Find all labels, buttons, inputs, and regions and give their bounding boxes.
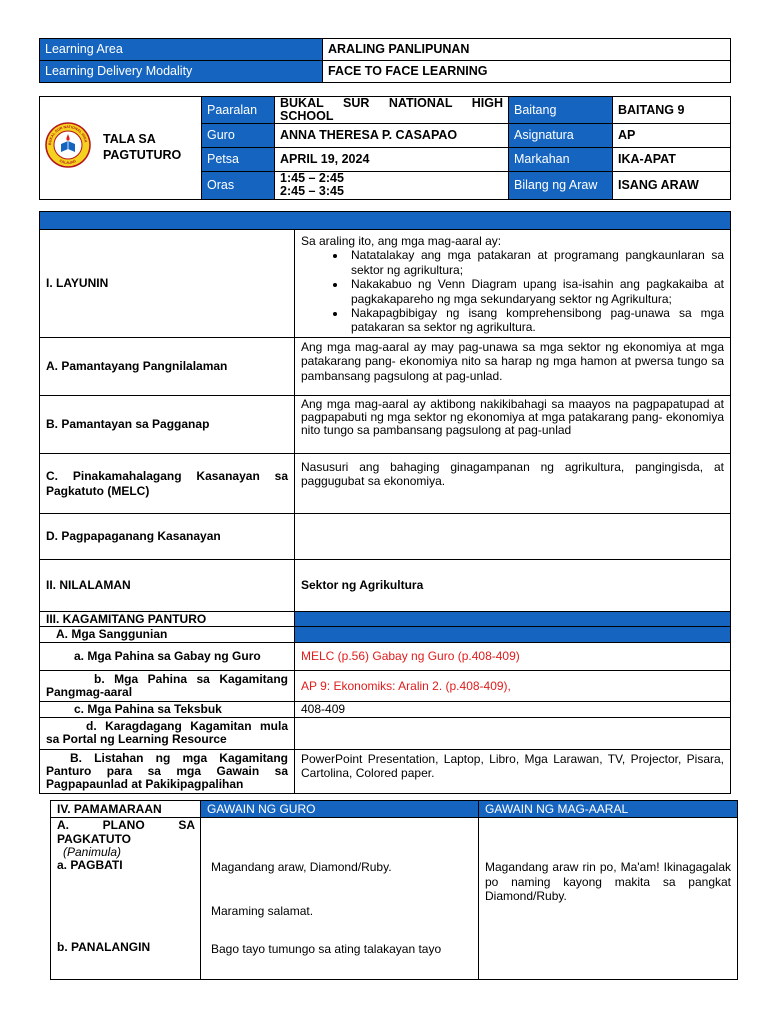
guro-activities-cell xyxy=(201,818,479,980)
baitang-label: Baitang xyxy=(509,97,613,124)
procedure-steps-cell xyxy=(51,818,201,980)
pagpapaganang-label: D. Pagpapaganang Kasanayan xyxy=(40,514,295,560)
asignatura-value: AP xyxy=(613,124,731,148)
layunin-list xyxy=(347,248,724,334)
layunin-content xyxy=(295,230,731,338)
listahan-label: B. Listahan ng mga Kagamitang Panturo para sa mga Gawain sa Pagpapaunlad at Pakikipagpalihan xyxy=(40,749,295,794)
seal-text-bottom: CALAUAG xyxy=(58,158,77,166)
list-item: • Nakakabuo ng Venn Diagram upang isa-isahin ang pagkakaiba at pagkakapareho ng mga sekundaryang sektor ng Agrikultura; xyxy=(347,277,724,306)
oras-line-2: 2:45 – 3:45 xyxy=(280,184,344,199)
guro-label: Guro xyxy=(202,124,275,148)
baitang-value: BAITANG 9 xyxy=(613,97,731,124)
kagamitan-label: III. KAGAMITANG PANTURO xyxy=(40,612,295,627)
pamantayang-label: A. Pamantayang Pangnilalaman xyxy=(40,338,295,396)
header-table xyxy=(39,96,731,200)
portal-text xyxy=(295,718,731,749)
delivery-modality-value: FACE TO FACE LEARNING xyxy=(323,61,731,83)
kagamitan-pm-label: b. Mga Pahina sa Kagamitang Pangmag-aaral xyxy=(40,670,295,701)
oras-line-1: 1:45 – 2:45 xyxy=(280,171,344,186)
gawain-guro-header: GAWAIN NG GURO xyxy=(201,801,479,818)
asignatura-label: Asignatura xyxy=(509,124,613,148)
learning-area-label: Learning Area xyxy=(40,39,323,61)
melc-text: Nasusuri ang bahaging ginagampanan ng agrikultura, pangingisda, at paggugubat sa ekonomiya. xyxy=(295,454,731,514)
gawain-mag-aaral-header: GAWAIN NG MAG-AARAL xyxy=(479,801,738,818)
logo-cell xyxy=(40,97,202,200)
paaralan-value: BUKAL SUR NATIONAL HIGH SCHOOL xyxy=(275,97,509,124)
petsa-label: Petsa xyxy=(202,148,275,172)
gabay-label: a. Mga Pahina sa Gabay ng Guro xyxy=(40,642,295,670)
lesson-plan-table xyxy=(39,211,731,794)
panalangin-label: b. PANALANGIN xyxy=(57,940,151,955)
pamantayang-text: Ang mga mag-aaral ay may pag-unawa sa mga sektor ng ekonomiya at mga patakarang pang- ekonomiya nito sa harap ng mga hamon at pwersa tungo sa pambansang pagsulong at pag-unlad. xyxy=(295,338,731,396)
nilalaman-text: Sektor ng Agrikultura xyxy=(295,560,731,612)
guro-thanks: Maraming salamat. xyxy=(211,904,314,919)
pagganap-text: Ang mga mag-aaral ay aktibong nakikibahagi sa maayos na pagpapatupad at pagpapabuti ng mga sektor ng ekonomiya at mga patakarang pang- ekonomiya nito tungo sa pambansang pagsulong at pag-unlad xyxy=(295,396,731,454)
learning-area-value: ARALING PANLIPUNAN xyxy=(323,39,731,61)
melc-label: C. Pinakamahalagang Kasanayan sa Pagkatuto (MELC) xyxy=(40,454,295,514)
bilang-value: ISANG ARAW xyxy=(613,172,731,199)
pagpapaganang-text xyxy=(295,514,731,560)
guro-greeting: Magandang araw, Diamond/Ruby. xyxy=(211,860,392,875)
layunin-label: I. LAYUNIN xyxy=(40,230,295,338)
learning-area-table xyxy=(39,38,731,83)
mag-aaral-greeting: Magandang araw rin po, Ma'am! Ikinagagalak po naming kayong makita sa pangkat Diamond/Ruby. xyxy=(485,860,731,904)
plano-label: A. PLANO SA PAGKATUTO xyxy=(57,818,195,846)
layunin-intro: Sa araling ito, ang mga mag-aaral ay: xyxy=(301,234,502,248)
listahan-text: PowerPoint Presentation, Laptop, Libro, Mga Larawan, TV, Projector, Pisara, Cartolina, Colored paper. xyxy=(295,749,731,794)
teksbuk-label: c. Mga Pahina sa Teksbuk xyxy=(40,702,295,718)
tala-title: TALA SA PAGTUTURO xyxy=(103,132,182,163)
bilang-label: Bilang ng Araw xyxy=(509,172,613,199)
gabay-text: MELC (p.56) Gabay ng Guro (p.408-409) xyxy=(295,642,731,670)
school-seal-icon xyxy=(45,122,91,168)
markahan-label: Markahan xyxy=(509,148,613,172)
petsa-value: APRIL 19, 2024 xyxy=(275,148,509,172)
procedure-table xyxy=(50,800,738,980)
guro-prayer-intro: Bago tayo tumungo sa ating talakayan tayo xyxy=(211,942,442,957)
list-item: • Nakapagbibigay ng isang komprehensibong pag-unawa sa mga patakaran sa sektor ng agrikultura. xyxy=(347,306,724,335)
sanggunian-label: A. Mga Sanggunian xyxy=(40,627,295,642)
paaralan-label: Paaralan xyxy=(202,97,275,124)
panimula-label: (Panimula) xyxy=(63,844,122,859)
pagbati-label: a. PAGBATI xyxy=(57,857,123,872)
portal-label: d. Karagdagang Kagamitan mula sa Portal ng Learning Resource xyxy=(40,718,295,749)
mag-aaral-activities-cell xyxy=(479,818,738,980)
kagamitan-pm-text: AP 9: Ekonomiks: Aralin 2. (p.408-409), xyxy=(295,670,731,701)
kagamitan-blue-cell xyxy=(295,612,731,627)
teksbuk-text: 408-409 xyxy=(295,702,731,718)
oras-label: Oras xyxy=(202,172,275,199)
markahan-value: IKA-APAT xyxy=(613,148,731,172)
blue-header-bar xyxy=(40,212,731,230)
guro-value: ANNA THERESA P. CASAPAO xyxy=(275,124,509,148)
oras-value xyxy=(275,172,509,199)
seal-text-top: BUKAL SUR NATIONAL HIGH xyxy=(47,124,88,146)
list-item: • Natatalakay ang mga patakaran at programang pangkaunlaran sa sektor ng agrikultura; xyxy=(347,248,724,277)
pamamaraan-header: IV. PAMAMARAAN xyxy=(51,801,201,818)
delivery-modality-label: Learning Delivery Modality xyxy=(40,61,323,83)
sanggunian-blue-cell xyxy=(295,627,731,642)
pagganap-label: B. Pamantayan sa Pagganap xyxy=(40,396,295,454)
nilalaman-label: II. NILALAMAN xyxy=(40,560,295,612)
